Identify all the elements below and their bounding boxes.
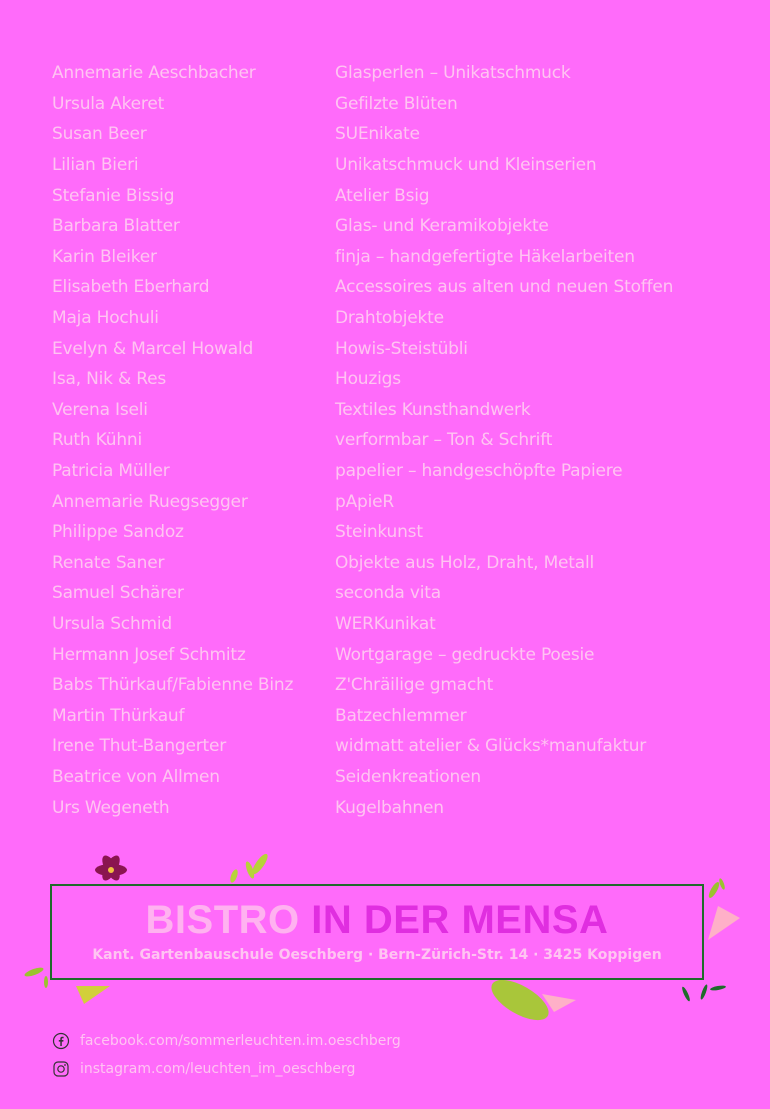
exhibitor-name: Patricia Müller bbox=[52, 461, 170, 482]
exhibitor-craft: seconda vita bbox=[335, 583, 441, 604]
exhibitor-craft: Houzigs bbox=[335, 369, 401, 390]
instagram-icon bbox=[52, 1060, 70, 1078]
exhibitor-craft: Accessoires aus alten und neuen Stoffen bbox=[335, 277, 674, 298]
exhibitor-craft: Wortgarage – gedruckte Poesie bbox=[335, 644, 595, 665]
exhibitor-craft: pApieR bbox=[335, 491, 395, 512]
exhibitor-row bbox=[52, 548, 752, 579]
exhibitor-name: Urs Wegeneth bbox=[52, 797, 170, 818]
exhibitor-name: Isa, Nik & Res bbox=[52, 369, 167, 390]
exhibitor-name: Beatrice von Allmen bbox=[52, 766, 220, 787]
leaf-decoration-bottom-right bbox=[656, 976, 736, 1010]
flower-decoration-top-left bbox=[86, 852, 136, 884]
exhibitor-craft: verformbar – Ton & Schrift bbox=[335, 430, 553, 451]
exhibitor-row bbox=[52, 333, 752, 364]
exhibitor-craft: Drahtobjekte bbox=[335, 308, 444, 329]
exhibitor-craft: Objekte aus Holz, Draht, Metall bbox=[335, 552, 595, 573]
exhibitor-row bbox=[52, 119, 752, 150]
exhibitor-row bbox=[52, 700, 752, 731]
exhibitor-craft: finja – handgefertigte Häkelarbeiten bbox=[335, 246, 635, 267]
leaf-decoration-bottom-left bbox=[70, 980, 120, 1010]
exhibitor-row bbox=[52, 762, 752, 793]
facebook-icon bbox=[52, 1032, 70, 1050]
exhibitor-row bbox=[52, 89, 752, 120]
exhibitor-row bbox=[52, 578, 752, 609]
exhibitor-row bbox=[52, 211, 752, 242]
exhibitor-craft: Gefilzte Blüten bbox=[335, 93, 458, 114]
exhibitor-name: Maja Hochuli bbox=[52, 308, 159, 329]
exhibitor-craft: Steinkunst bbox=[335, 522, 423, 543]
exhibitor-craft: widmatt atelier & Glücks*manufaktur bbox=[335, 736, 647, 757]
exhibitor-name: Philippe Sandoz bbox=[52, 522, 184, 543]
exhibitor-craft: Seidenkreationen bbox=[335, 766, 481, 787]
exhibitor-craft: Howis-Steistübli bbox=[335, 338, 468, 359]
exhibitor-name: Verena Iseli bbox=[52, 399, 148, 420]
exhibitor-craft: SUEnikate bbox=[335, 124, 420, 145]
exhibitor-name: Evelyn & Marcel Howald bbox=[52, 338, 254, 359]
exhibitor-name: Susan Beer bbox=[52, 124, 147, 145]
exhibitor-name: Elisabeth Eberhard bbox=[52, 277, 210, 298]
leaf-decoration-right bbox=[700, 878, 750, 948]
instagram-url: instagram.com/leuchten_im_oeschberg bbox=[80, 1061, 356, 1077]
exhibitor-name: Samuel Schärer bbox=[52, 583, 184, 604]
exhibitor-craft: WERKunikat bbox=[335, 613, 436, 634]
facebook-link[interactable] bbox=[52, 1032, 401, 1050]
exhibitor-name: Martin Thürkauf bbox=[52, 705, 185, 726]
bistro-title-word: BISTRO bbox=[145, 898, 300, 942]
exhibitor-row bbox=[52, 242, 752, 273]
exhibitor-craft: Textiles Kunsthandwerk bbox=[335, 399, 531, 420]
instagram-link[interactable] bbox=[52, 1060, 355, 1078]
exhibitor-name: Barbara Blatter bbox=[52, 216, 180, 237]
exhibitor-name: Ruth Kühni bbox=[52, 430, 143, 451]
exhibitor-craft: Glas- und Keramikobjekte bbox=[335, 216, 549, 237]
exhibitor-list bbox=[52, 58, 752, 823]
exhibitor-craft: Unikatschmuck und Kleinserien bbox=[335, 155, 597, 176]
exhibitor-craft: Z'Chräilige gmacht bbox=[335, 675, 494, 696]
exhibitor-row bbox=[52, 639, 752, 670]
exhibitor-row bbox=[52, 731, 752, 762]
exhibitor-name: Karin Bleiker bbox=[52, 246, 157, 267]
bistro-address: Kant. Gartenbauschule Oeschberg · Bern-Zürich-Str. 14 · 3425 Koppigen bbox=[92, 947, 662, 963]
exhibitor-craft: Atelier Bsig bbox=[335, 185, 430, 206]
exhibitor-row bbox=[52, 150, 752, 181]
bistro-title-location: IN DER MENSA bbox=[311, 898, 609, 942]
exhibitor-craft: Glasperlen – Unikatschmuck bbox=[335, 63, 571, 84]
exhibitor-row bbox=[52, 486, 752, 517]
exhibitor-row bbox=[52, 456, 752, 487]
exhibitor-row bbox=[52, 364, 752, 395]
exhibitor-row bbox=[52, 792, 752, 823]
facebook-url: facebook.com/sommerleuchten.im.oeschberg bbox=[80, 1033, 401, 1049]
exhibitor-name: Renate Saner bbox=[52, 552, 165, 573]
exhibitor-craft: Batzechlemmer bbox=[335, 705, 467, 726]
exhibitor-craft: papelier – handgeschöpfte Papiere bbox=[335, 461, 623, 482]
bistro-title bbox=[52, 898, 702, 943]
exhibitor-name: Ursula Akeret bbox=[52, 93, 165, 114]
leaf-decoration-top-center bbox=[210, 848, 280, 884]
exhibitor-row bbox=[52, 670, 752, 701]
exhibitor-name: Hermann Josef Schmitz bbox=[52, 644, 246, 665]
exhibitor-row bbox=[52, 395, 752, 426]
leaf-decoration-bottom-center bbox=[484, 976, 584, 1030]
exhibitor-name: Lilian Bieri bbox=[52, 155, 139, 176]
exhibitor-row bbox=[52, 272, 752, 303]
exhibitor-row bbox=[52, 303, 752, 334]
exhibitor-row bbox=[52, 425, 752, 456]
exhibitor-name: Irene Thut-Bangerter bbox=[52, 736, 227, 757]
bistro-box bbox=[50, 884, 704, 980]
exhibitor-name: Stefanie Bissig bbox=[52, 185, 175, 206]
exhibitor-row bbox=[52, 180, 752, 211]
exhibitor-name: Ursula Schmid bbox=[52, 613, 172, 634]
exhibitor-craft: Kugelbahnen bbox=[335, 797, 444, 818]
exhibitor-name: Annemarie Ruegsegger bbox=[52, 491, 248, 512]
exhibitor-row bbox=[52, 609, 752, 640]
exhibitor-row bbox=[52, 517, 752, 548]
exhibitor-row bbox=[52, 58, 752, 89]
exhibitor-name: Annemarie Aeschbacher bbox=[52, 63, 256, 84]
exhibitor-name: Babs Thürkauf/Fabienne Binz bbox=[52, 675, 294, 696]
